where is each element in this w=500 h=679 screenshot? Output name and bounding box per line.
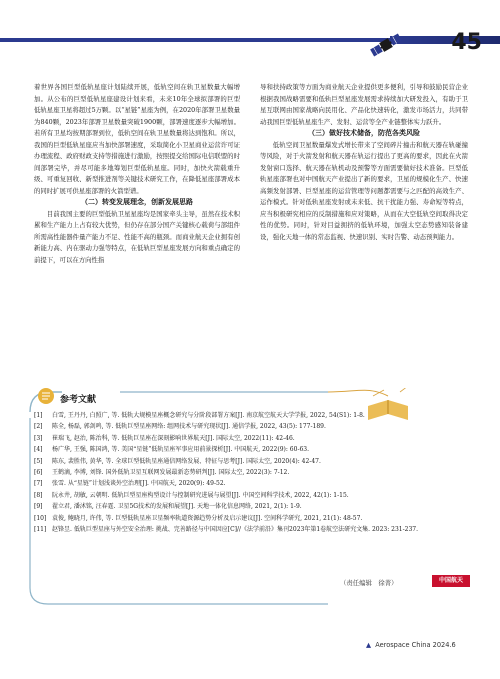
satellite-icon (368, 30, 404, 60)
issue-number: 2024.6 (432, 641, 456, 649)
body-paragraph: 导和扶持政策等方面为商业航天企业提供更多便利，引导和鼓励民营企业根据我国战略需要和低轨巨型星座发展需求持续加大研发投入，有助于卫星互联网由国家战略向民用化、产品化快速转化，激发市场活力，共同带动我国巨型低轨星座生产、发射、运营等全产业链整体实力跃升。 (260, 83, 468, 126)
reference-text: 张雪. 从“星链”计划浅谈外空治理[J]. 中国航天, 2020(9): 49-52. (52, 480, 226, 488)
body-paragraph: 目前我国主要的巨型低轨卫星星座均是国家牵头主导，虽然在技术积累和生产能力上占有较大优势，但仍存在部分国产关键核心载荷与部组件所需高性能器件量产能力不足、性能不高的瓶颈。而商业航天企业拥有创新能力高、内在驱动力强等特点，在低轨巨型星座发展方向和重点确定的前提下，可以在方向性指 (34, 209, 240, 264)
reference-item (34, 501, 464, 512)
section-heading: （二）转变发展理念，创新发展思路 (81, 198, 193, 206)
reference-item (34, 513, 464, 524)
journal-name: Aerospace China (375, 641, 431, 649)
section-heading: （三）做好技术储备，防范各类风险 (308, 129, 420, 137)
reference-text: 王鹤滴, 李博, 刘锋. 国外低轨卫星互联网发展最新态势研判[J]. 国际太空, 2022(3): 7-12. (52, 469, 290, 477)
editor-note: （责任编辑 徐菁） (340, 579, 398, 587)
reference-number: [10] (34, 514, 47, 522)
reference-text: 赵锋昱. 低轨巨型星座与外空安全治理: 挑战、完善路径与中国因应[C]//《法学前沿》集刊2023年第1卷航空法研究文集. 2023: 231-237. (52, 526, 418, 534)
reference-text: 白雪, 王丹丹, 白照广, 等. 低轨大规模星座概念研究与分阶段部署方案[J]. 南京航空航天大学学报, 2022, 54(S1): 1-8. (52, 412, 365, 419)
reference-text: 崔瑞飞, 赵治, 陈治科, 等. 低轨巨星座在深刻影响世界航天[J]. 国际太空, 2022(11): 42-46. (52, 434, 295, 442)
header-stripe-tail (390, 36, 500, 44)
reference-item (34, 467, 464, 478)
reference-text: 袁俊, 鲍晓月, 许伟, 等. 巨型低轨星座卫星频率轨道资源趋势分析及启示建议[J]. 空间科学研究, 2021, 21(1): 48-57. (52, 514, 363, 522)
reference-text: 杨广华, 王强, 陈国鸿, 等. 美国“星链”低轨星座军事应用前景探析[J]. 中国航天, 2022(9): 60-63. (52, 446, 310, 454)
page-number: 45 (451, 30, 482, 55)
reference-number: [1] (34, 412, 43, 419)
references-title: 参考文献 (60, 395, 97, 405)
reference-item (34, 444, 464, 455)
reference-item (34, 410, 464, 421)
reference-text: 陈全, 杨磊, 郭剑鸣, 等. 低轨巨型星座网络: 组网技术与研究现状[J]. 通信学报, 2022, 43(5): 177-189. (52, 423, 326, 431)
reference-item (34, 524, 464, 535)
reference-text: 翟立君, 潘沭铭, 汪春霆. 卫星5G技术的发展和展望[J]. 天地一体化信息网络, 2021, 2(1): 1-9. (52, 503, 302, 511)
reference-number: [5] (34, 457, 43, 465)
reference-item (34, 456, 464, 467)
reference-number: [4] (34, 446, 43, 454)
brand-tag: 中国航天 (432, 575, 470, 587)
references-list (34, 410, 464, 535)
reference-number: [7] (34, 480, 43, 488)
reference-item (34, 478, 464, 489)
reference-number: [2] (34, 423, 43, 431)
reference-item (34, 421, 464, 432)
reference-number: [8] (34, 491, 43, 499)
page-footer (366, 641, 456, 649)
header-bar (0, 0, 500, 80)
body-paragraph: 着世界各国巨型低轨星座计划陆续开展，低轨空间在轨卫星数量大幅增加。从公布的巨型低轨星座建设计划来看，未来10年全球拟部署的巨型低轨星座卫星将超过5万颗。以“星链”星座为例，在2020年部署卫星数量为840颗，2023年部署卫星数量突破1900颗，部署速度逐步大幅增加。若所有卫星均按期部署到位，低轨空间在轨卫星数量将达到饱和。所以，我国的巨型低轨星座应当加快部署速度，采取简化小卫星商业运营许可证办理流程、政府财政支持等措施进行激励，按照提交给国际电信联盟的时间部署完毕，并尽可能多地筹划巨型低轨星座。同时，加快火箭载重升级、可重复回收、新型推进剂等关键技术研究工作，在降低星座部署成本的同时扩展可供星座部署的火箭型谱。 (34, 83, 240, 195)
reference-number: [11] (34, 526, 47, 534)
body-paragraph: 低轨空间卫星数量爆发式增长带来了空间碎片撞击和航天器在轨碰撞等风险，对于火箭发射和航天器在轨运行提出了更高的要求，因此在火箭发射窗口选择、航天器在轨机动及预警等方面需要做好技术准备。巨型低轨星座部署也对中国航天产业提出了新的要求，卫星的规模化生产、快速高频发射部署、巨型星座的运营管理等问题都需要与之匹配的高效生产、运作模式。针对低轨星座发射或未来低、抗干扰能力强、寿命短等特点，应当积极研究相应的反制措施和应对策略，从而在大空低轨空间取得决定性的优势。同时，针对目益拥挤的低轨环境，加强太空态势感知装备建设，强化天地一体的常态监视、快速识别、实时告警、动态预判能力。 (260, 140, 468, 241)
reference-text: 阮永井, 胡敏, 云朝明. 低轨巨型星座构型设计与控制研究进展与展望[J]. 中国空间科学技术, 2022, 42(1): 1-15. (52, 491, 349, 499)
reference-number: [6] (34, 469, 43, 477)
reference-text: 陈东, 裴胜伟, 黄华, 等. 全球巨型低轨星座通信网络发展、特征与思考[J]. 国际太空, 2020(4): 42-47. (52, 457, 321, 465)
reference-number: [3] (34, 434, 43, 442)
left-column (34, 82, 240, 266)
right-column (260, 82, 468, 243)
references-badge-icon (36, 387, 56, 405)
reference-item (34, 433, 464, 444)
reference-number: [9] (34, 503, 43, 511)
reference-item (34, 490, 464, 501)
triangle-icon: ▲ (366, 641, 372, 649)
